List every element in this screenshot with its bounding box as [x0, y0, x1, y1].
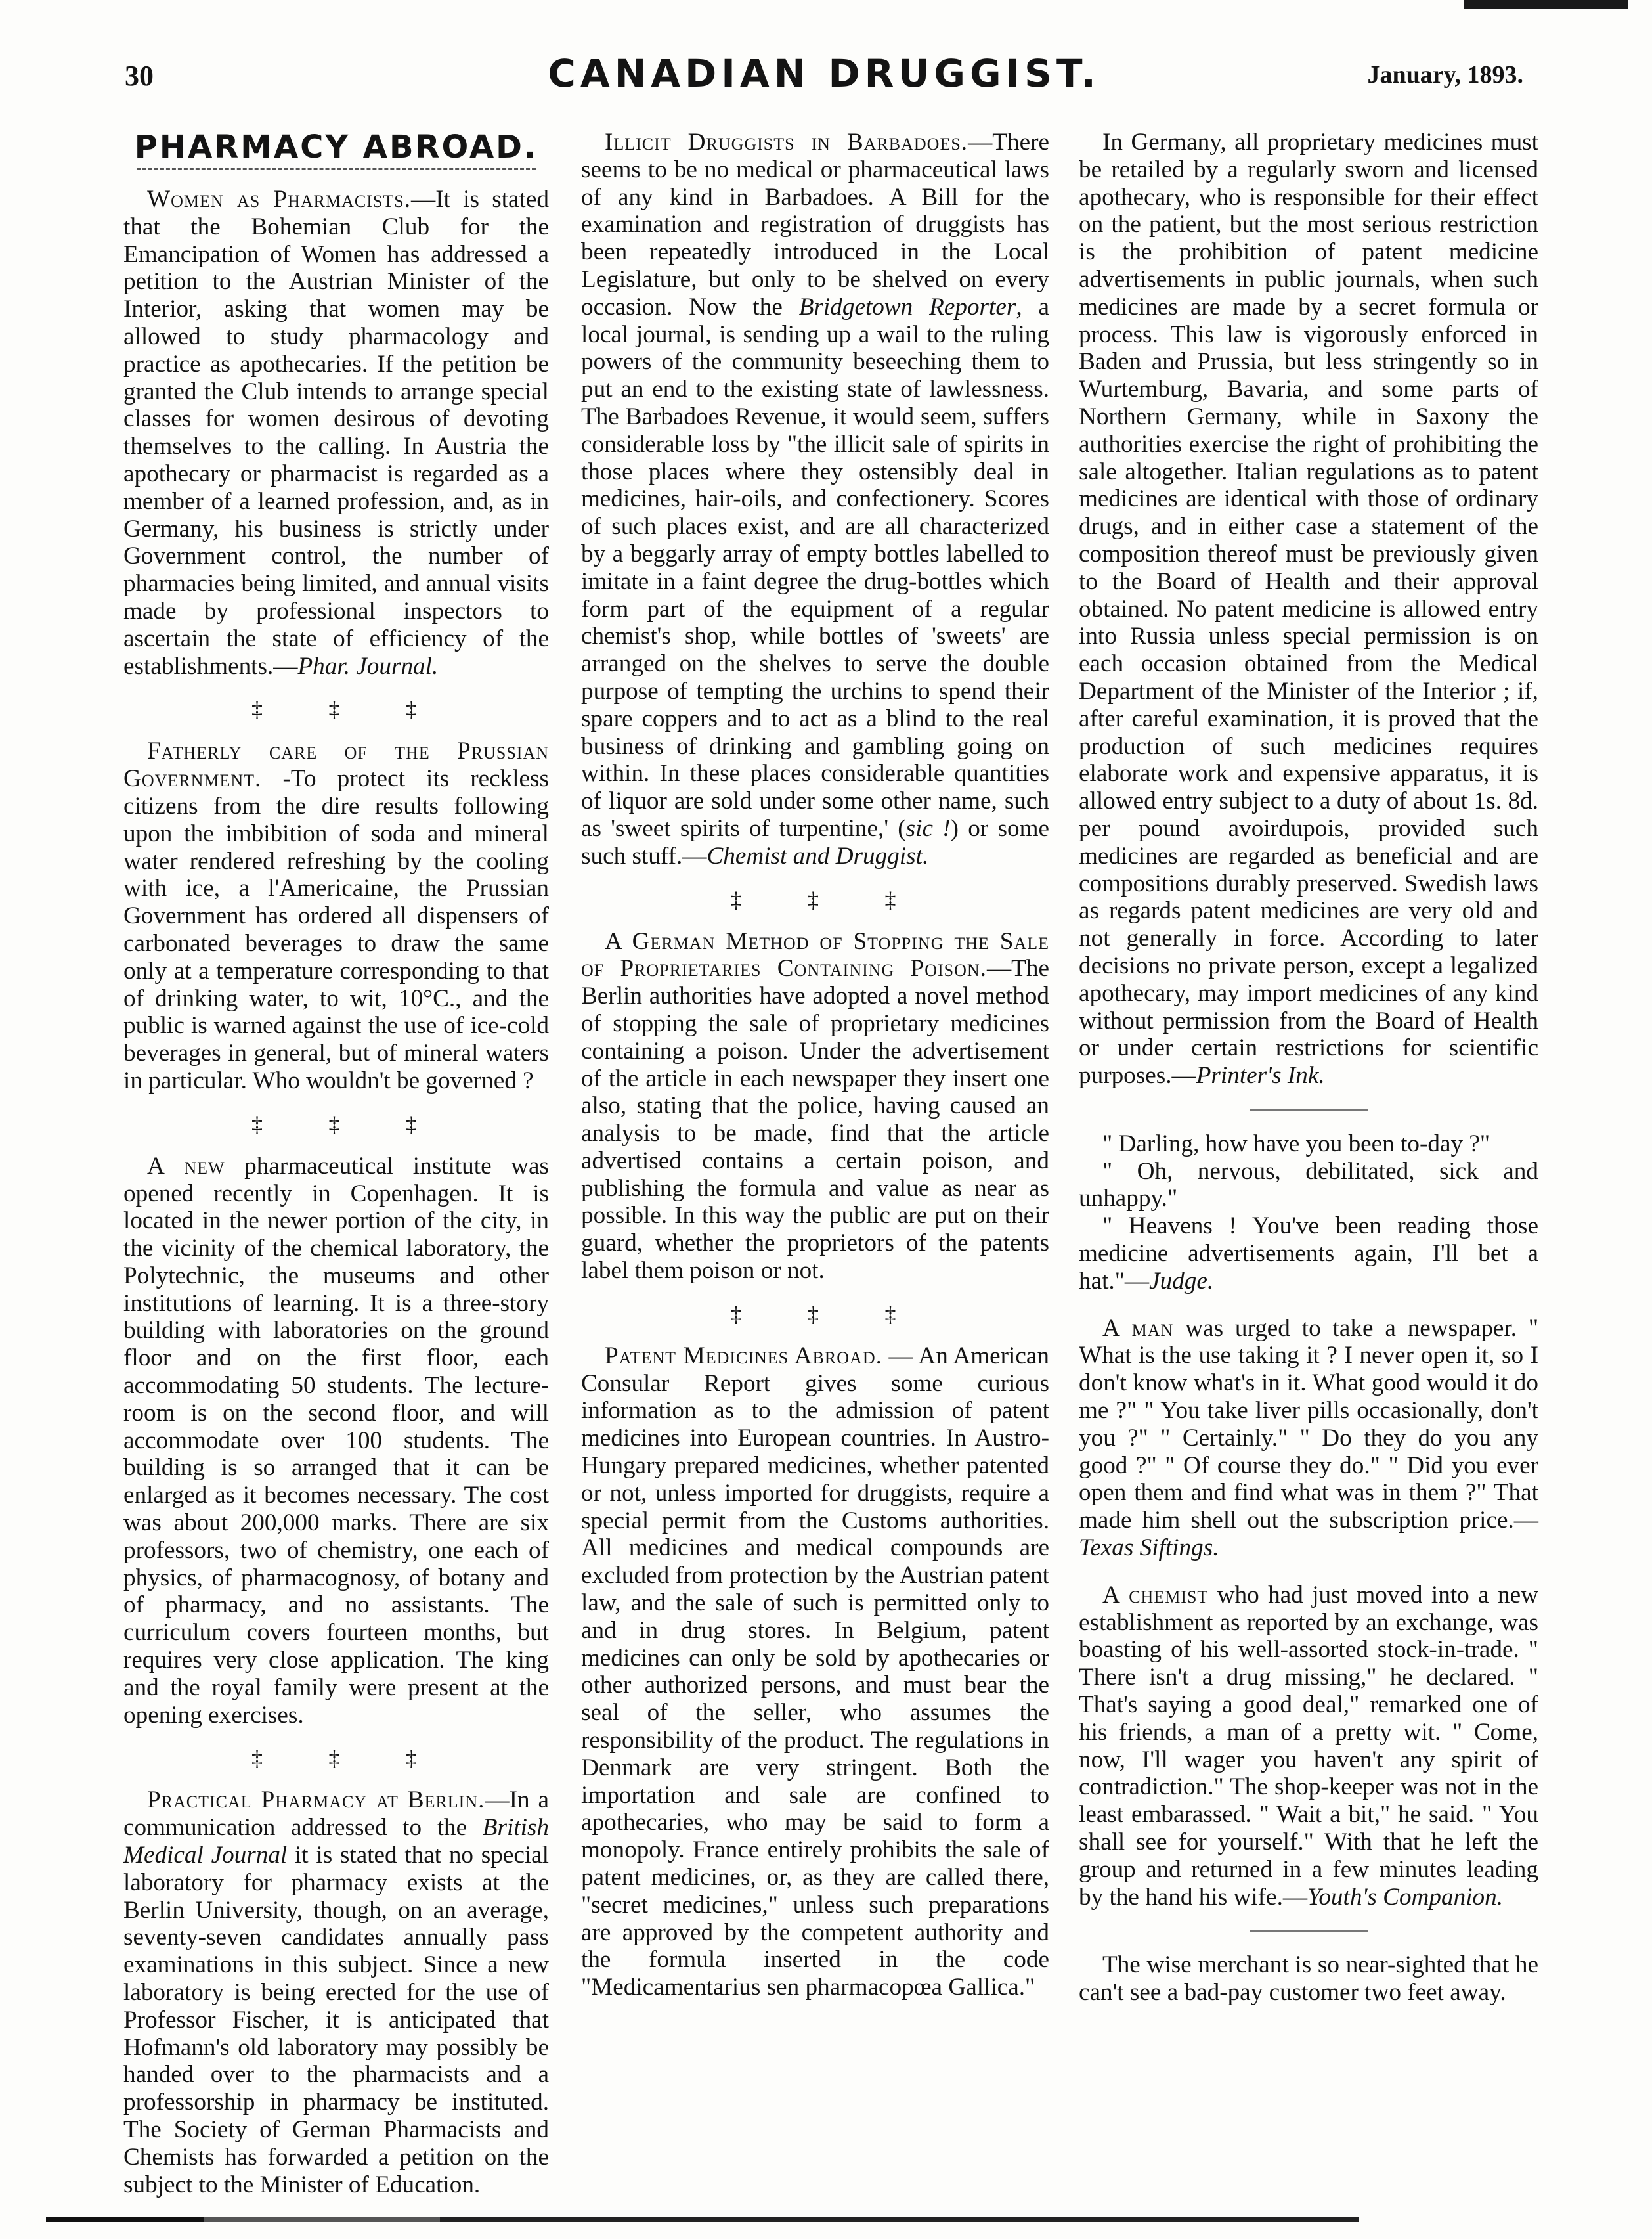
article-practical-pharmacy-berlin — [123, 1786, 549, 2198]
column-2 — [581, 129, 1049, 2001]
article-body: —In a communication addressed to the — [123, 1786, 549, 1842]
article-body: pharmaceutical institute was opened recently in Copenhagen. It is located in the newer portion of the city, in the vicinity of the chemical laboratory, the Polytechnic, the museums and other institutions of learning. It is a three-story building with laboratories on the ground floor and on the first floor, each accommodating 50 students. The lecture-room is on the second floor, and will accommodate over 100 students. The building is so arranged that it can be enlarged as it becomes necessary. The cost was about 200,000 marks. There are six professors, two of chemistry, one each of physics, of pharmacognosy, of botany and of pharmacy, and no assistants. The curriculum covers fourteen months, but requires very close application. The king and the royal family were present at the opening exercises. — [123, 1152, 549, 1729]
section-title: PHARMACY ABROAD. — [134, 129, 538, 166]
article-source: Chemist and Druggist. — [706, 842, 929, 870]
article-prussian-government — [123, 738, 549, 1094]
section-ornament: ‡ ‡ ‡ — [251, 1112, 447, 1137]
article-body: — An American Consular Report gives some curious information as to the admission of patent medicines into European countries. In Austro-Hungary prepared medicines, whether patented or not, unless imported for druggists, require a special permit from the Customs authorities. All medicines and medical compounds are excluded from protection by the Austrian patent law, and the sale of such is permitted only to and in drug stores. In Belgium, patent medicines can only be sold by apothecaries or other authorized persons, and must bear the seal of the seller, who assumes the responsibility of the product. The regulations in Denmark are very stringent. Both the importation and sale are confined to apothecaries, who may be said to form a monopoly. France entirely prohibits the sale of patent medicines, or, as they are called there, "secret medicines," unless such preparations are approved by the competent authority and the formula inserted in the code "Medicamentarius sen pharmacopœa Gallica." — [581, 1342, 1049, 2001]
joke-chemist — [1079, 1582, 1538, 1911]
article-body: -To protect its reckless citizens from the dire results following upon the imbibition of soda and mineral water rendered refreshing by the cooling with ice, a l'Americaine, the Prussian Government has ordered all dispensers of carbonated beverages to draw the same only at a temperature corresponding to that of drinking water, to wit, 10°C., and the public is warned against the use of ice-cold beverages in general, but of mineral waters in particular. Who wouldn't be governed ? — [123, 765, 549, 1094]
article-head: Fatherly care of the Prussian Government. — [123, 738, 549, 793]
article-head: A German Method of Stopping the Sale of Proprietaries Containing Poison. — [581, 927, 1049, 983]
joke-text: was urged to take a newspaper. " What is the use taking it ? I never open it, so I don't know what's in it. What good would it do me ?" " You take liver pills occasionally, don't you ?" " Certainly." " Do they do you any good ?" " Of course they do." " Did you ever open them and find what was in them ?" That made him shell out the subscription price.— — [1079, 1314, 1538, 1534]
page-number: 30 — [125, 60, 154, 92]
joke-merchant: The wise merchant is so near-sighted that he can't see a bad-pay customer two feet away. — [1079, 1951, 1538, 2006]
sic-note: sic ! — [905, 814, 951, 842]
article-head: Women as Pharmacists. — [147, 186, 411, 213]
article-patent-medicines-abroad — [581, 1342, 1049, 2001]
section-ornament: ‡ ‡ ‡ — [251, 1746, 447, 1771]
joke-source: Texas Siftings. — [1079, 1534, 1219, 1562]
joke-text: who had just moved into a new establishment as reported by an exchange, was boasting of his well-assorted stock-in-trade. " There isn't a drug missing," he declared. " That's saying a good deal," remarked one of his friends, a man of a pretty wit. " Come, now, I'll wager you haven't any spirit of contradiction." The shop-keeper was not in the least embarassed. " Wait a bit," he said. " You shall see for yourself." With that he left the group and returned in a few minutes leading by the hand his wife.— — [1079, 1581, 1538, 1911]
column-3 — [1079, 129, 1538, 2006]
article-body: In Germany, all proprietary medicines must be retailed by a regularly sworn and licensed apothecary, who is responsible for their effect on the patient, but the most serious restriction is the prohibition of patent medicine advertisements in public journals, when such medicines are made by a secret formula or process. This law is vigorously enforced in Baden and Prussia, but less stringently so in Wurtemburg, Bavaria, and some parts of Northern Germany, while in Saxony the authorities exercise the right of prohibiting the sale altogether. Italian regulations as to patent medicines are identical with those of ordinary drugs, and in either case a statement of the composition thereof must be previously given to the Board of Health and their approval obtained. No patent medicine is allowed entry into Russia unless special permission is on each occasion obtained from the Medical Department of the Minister of the Interior ; if, after careful examination, it is proved that the production of such medicines requires elaborate work and expensive apparatus, it is allowed entry subject to a duty of about 1s. 8d. per pound avoirdupois, provided such medicines are regarded as beneficial and are compositions durably preserved. Swedish laws as regards patent medicines are very old and not generally in force. According to later decisions no private person, except a legalized apothecary, may import medicines of any kind without permission from the Board of Health or under certain restrictions for scientific purposes.— — [1079, 129, 1538, 1090]
issue-date: January, 1893. — [1367, 61, 1523, 89]
article-body: it is stated that no special laboratory for pharmacy exists at the Berlin University, though, on an average, seventy-seven candidates annually pass examinations in this subject. Since a new laboratory is being erected for the use of Professor Fischer, it is anticipated that Hofmann's old laboratory may possibly be handed over to the pharmacists and a professorship in pharmacy be instituted. The Society of German Pharmacists and Chemists has forwarded a petition on the subject to the Minister of Education. — [123, 1842, 549, 2198]
joke-newspaper — [1079, 1315, 1538, 1562]
divider-rule — [1250, 1109, 1368, 1111]
article-body: ) or some such stuff.— — [581, 814, 1049, 870]
bottom-edge-bar — [46, 2217, 1359, 2222]
article-body: —The Berlin authorities have adopted a novel method of stopping the sale of proprietary medicines containing a poison. Under the advertisement of the article in each newspaper they insert one also, stating that the police, having caused an analysis to be made, find that the article advertised contains a certain poison, and publishing the formula and value as near as possible. In this way the public are put on their guard, whether the proprietors of the patents label them poison or not. — [581, 955, 1049, 1285]
joke-source: Youth's Companion. — [1307, 1883, 1504, 1911]
article-barbadoes-druggists — [581, 129, 1049, 870]
newspaper-name: Bridgetown Reporter — [798, 293, 1016, 321]
joke-head: A chemist — [1102, 1581, 1209, 1608]
joke-source: Judge. — [1149, 1267, 1214, 1295]
article-head: Practical Pharmacy at Berlin. — [147, 1786, 485, 1814]
joke-darling-line-2: " Oh, nervous, debilitated, sick and unhappy." — [1079, 1157, 1538, 1212]
divider-rule — [1250, 1930, 1368, 1932]
title-rule — [137, 168, 536, 179]
article-copenhagen-institute — [123, 1153, 549, 1729]
journal-name: British Medical Journal — [123, 1814, 549, 1869]
spacer — [1079, 1562, 1538, 1582]
article-germany-continued — [1079, 129, 1538, 1090]
article-source: Phar. Journal. — [297, 652, 439, 680]
journal-title: CANADIAN DRUGGIST. — [548, 51, 1100, 96]
top-edge-bar — [1464, 0, 1628, 9]
article-german-method — [581, 928, 1049, 1285]
article-head: Patent Medicines Abroad. — [605, 1342, 882, 1369]
article-women-pharmacists — [123, 186, 549, 680]
article-head: Illicit Druggists in Barbadoes. — [605, 129, 968, 156]
article-source: Printer's Ink. — [1196, 1062, 1325, 1090]
article-body: , a local journal, is sending up a wail to the ruling powers of the community beseeching them to put an end to the existing state of lawlessness. The Barbadoes Revenue, it would seem, suffers considerable loss by "the illicit sale of spirits in those places where they ostensibly deal in medicines, hair-oils, and confectionery. Scores of such places exist, and are all characterized by a beggarly array of empty bottles labelled to imitate in a faint degree the drug-bottles which form part of the equipment of a regular chemist's shop, while bottles of 'sweets' are arranged on the shelves to serve the double purpose of tempting the urchins to spend their spare coppers and to act as a blind to the real business of drinking and gambling going on within. In these places considerable quantities of liquor are sold under some other name, such as 'sweet spirits of turpentine,' ( — [581, 293, 1049, 842]
joke-head: A man — [1102, 1314, 1174, 1342]
column-1 — [123, 129, 549, 2198]
article-body: —It is stated that the Bohemian Club for the Emancipation of Women has addressed a petition to the Austrian Minister of the Interior, asking that women may be allowed to study pharmacology and practice as apothecaries. If the petition be granted the Club intends to arrange special classes for women desirous of devoting themselves to the calling. In Austria the apothecary or pharmacist is regarded as a member of a learned profession, and, as in Germany, his business is strictly under Government control, the number of pharmacies being limited, and annual visits made by professional inspectors to ascertain the state of efficiency of the establishments.— — [123, 186, 549, 680]
section-ornament: ‡ ‡ ‡ — [730, 1302, 926, 1327]
spacer — [1079, 1295, 1538, 1315]
joke-darling-line-3 — [1079, 1212, 1538, 1295]
article-body: —There seems to be no medical or pharmaceutical laws of any kind in Barbadoes. A Bill for the examination and registration of druggists has been repeatedly introduced in the Local Legislature, but only to be shelved on every occasion. Now the — [581, 129, 1049, 321]
section-ornament: ‡ ‡ ‡ — [730, 887, 926, 912]
joke-darling-line-1: " Darling, how have you been to-day ?" — [1102, 1130, 1490, 1157]
joke-text: " Heavens ! You've been reading those medicine advertisements again, I'll bet a hat."— — [1079, 1212, 1538, 1295]
article-head: A new — [147, 1152, 225, 1180]
page-header — [125, 51, 1523, 104]
section-ornament: ‡ ‡ ‡ — [251, 698, 447, 722]
